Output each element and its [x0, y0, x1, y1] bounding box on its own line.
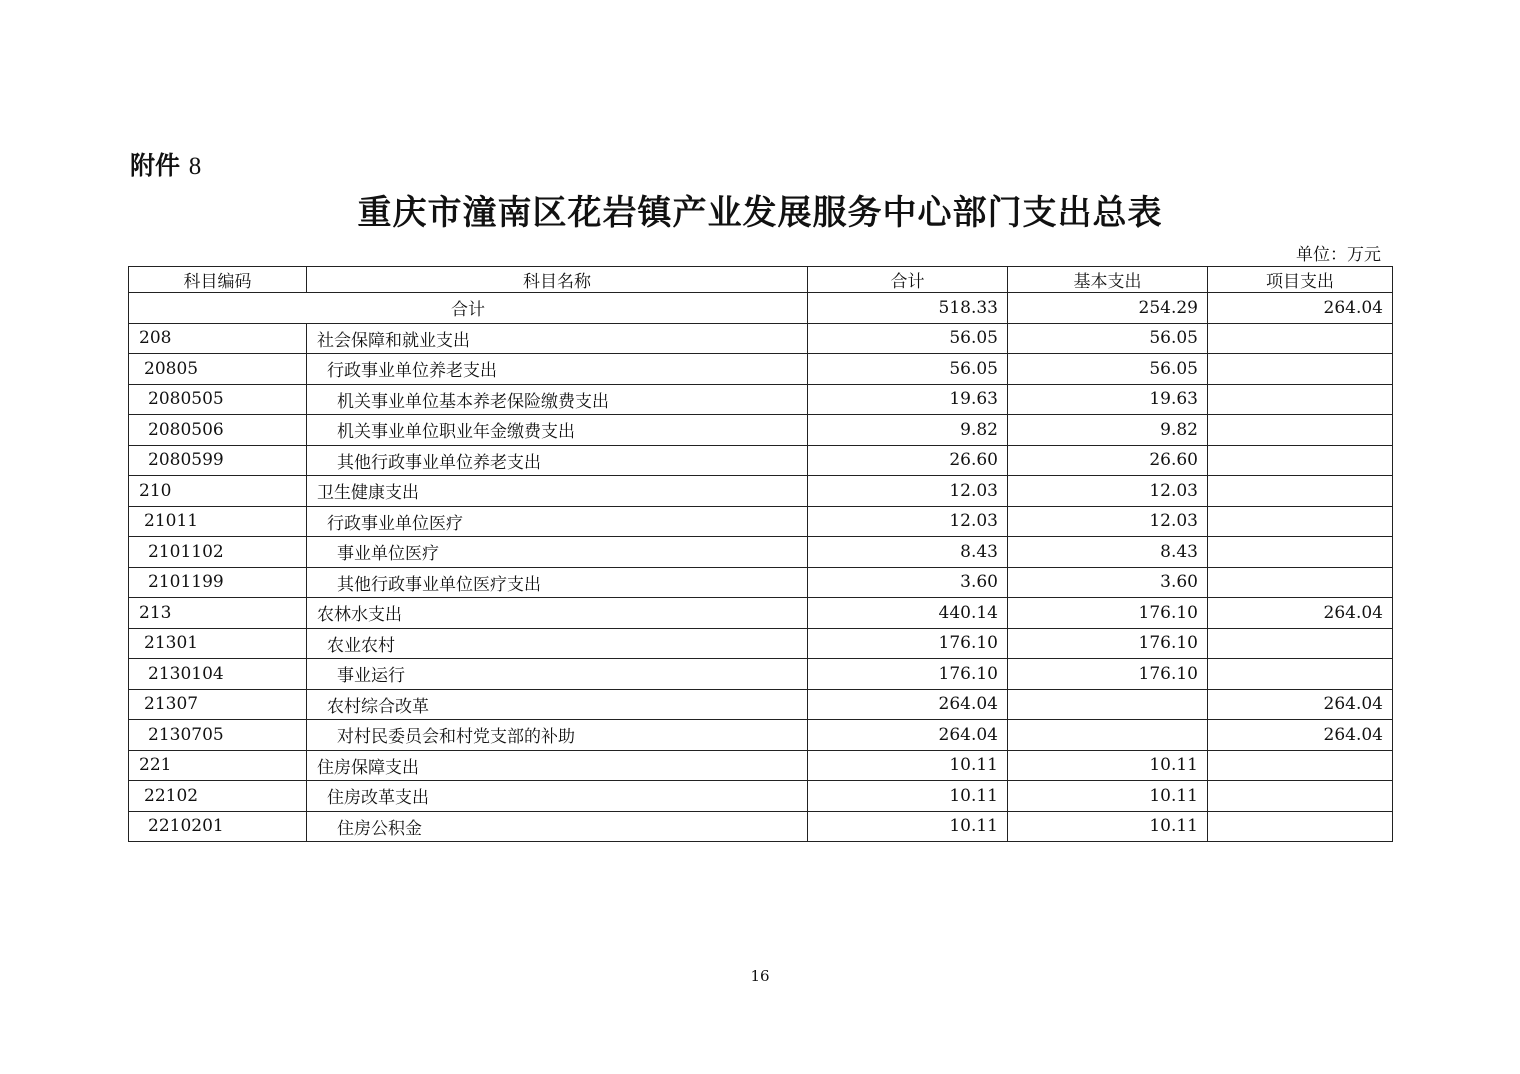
row-project	[1208, 445, 1393, 476]
row-total: 19.63	[808, 384, 1008, 415]
header-project: 项目支出	[1208, 267, 1393, 293]
row-name: 住房公积金	[307, 811, 808, 842]
row-total: 264.04	[808, 720, 1008, 751]
table-row	[129, 720, 1393, 751]
table-row	[129, 659, 1393, 690]
table-row	[129, 537, 1393, 568]
row-basic	[1008, 689, 1208, 720]
row-project	[1208, 750, 1393, 781]
row-total: 8.43	[808, 537, 1008, 568]
row-basic: 9.82	[1008, 415, 1208, 446]
row-code: 22102	[129, 781, 307, 812]
row-project	[1208, 323, 1393, 354]
row-code: 2101199	[129, 567, 307, 598]
page-number: 16	[750, 967, 770, 985]
row-code: 2130705	[129, 720, 307, 751]
row-name: 农林水支出	[307, 598, 808, 629]
row-total: 12.03	[808, 506, 1008, 537]
table-row	[129, 567, 1393, 598]
table-row	[129, 445, 1393, 476]
row-name: 农村综合改革	[307, 689, 808, 720]
table-row	[129, 628, 1393, 659]
row-code: 221	[129, 750, 307, 781]
row-code: 213	[129, 598, 307, 629]
row-project	[1208, 567, 1393, 598]
row-name: 事业单位医疗	[307, 537, 808, 568]
row-name: 社会保障和就业支出	[307, 323, 808, 354]
row-basic: 12.03	[1008, 476, 1208, 507]
row-code: 2210201	[129, 811, 307, 842]
header-code: 科目编码	[129, 267, 307, 293]
row-project: 264.04	[1208, 720, 1393, 751]
row-code: 21301	[129, 628, 307, 659]
total-basic: 254.29	[1008, 293, 1208, 324]
row-total: 440.14	[808, 598, 1008, 629]
row-total: 10.11	[808, 811, 1008, 842]
row-name: 其他行政事业单位医疗支出	[307, 567, 808, 598]
table-row	[129, 689, 1393, 720]
row-project	[1208, 415, 1393, 446]
row-basic: 8.43	[1008, 537, 1208, 568]
row-code: 2080505	[129, 384, 307, 415]
row-total: 9.82	[808, 415, 1008, 446]
row-basic: 176.10	[1008, 598, 1208, 629]
row-name: 行政事业单位医疗	[307, 506, 808, 537]
row-project	[1208, 537, 1393, 568]
table-row	[129, 598, 1393, 629]
row-code: 208	[129, 323, 307, 354]
row-basic: 10.11	[1008, 781, 1208, 812]
header-basic: 基本支出	[1008, 267, 1208, 293]
table-row	[129, 415, 1393, 446]
row-basic	[1008, 720, 1208, 751]
row-project: 264.04	[1208, 689, 1393, 720]
table-row	[129, 781, 1393, 812]
row-project	[1208, 384, 1393, 415]
row-name: 住房改革支出	[307, 781, 808, 812]
table-row	[129, 476, 1393, 507]
row-code: 2080599	[129, 445, 307, 476]
row-project	[1208, 506, 1393, 537]
row-basic: 3.60	[1008, 567, 1208, 598]
table-row	[129, 750, 1393, 781]
table-row	[129, 384, 1393, 415]
attachment-number: 8	[188, 153, 202, 180]
attachment-label-text: 附件	[130, 151, 181, 180]
table-row	[129, 323, 1393, 354]
row-basic: 176.10	[1008, 659, 1208, 690]
expenditure-table	[128, 266, 1393, 842]
attachment-label	[130, 146, 201, 182]
row-total: 264.04	[808, 689, 1008, 720]
header-name: 科目名称	[307, 267, 808, 293]
table-row	[129, 811, 1393, 842]
row-total: 10.11	[808, 781, 1008, 812]
row-project	[1208, 354, 1393, 385]
row-total: 176.10	[808, 659, 1008, 690]
total-label: 合计	[129, 293, 808, 324]
table-row	[129, 354, 1393, 385]
row-project	[1208, 659, 1393, 690]
row-total: 12.03	[808, 476, 1008, 507]
row-code: 21307	[129, 689, 307, 720]
table-row	[129, 506, 1393, 537]
row-project	[1208, 476, 1393, 507]
row-name: 其他行政事业单位养老支出	[307, 445, 808, 476]
row-name: 行政事业单位养老支出	[307, 354, 808, 385]
page-title: 重庆市潼南区花岩镇产业发展服务中心部门支出总表	[357, 193, 1163, 233]
row-basic: 10.11	[1008, 750, 1208, 781]
row-code: 20805	[129, 354, 307, 385]
row-project	[1208, 628, 1393, 659]
row-code: 2101102	[129, 537, 307, 568]
row-code: 2130104	[129, 659, 307, 690]
row-total: 10.11	[808, 750, 1008, 781]
row-total: 56.05	[808, 323, 1008, 354]
header-total: 合计	[808, 267, 1008, 293]
total-row	[129, 293, 1393, 324]
row-basic: 176.10	[1008, 628, 1208, 659]
row-total: 176.10	[808, 628, 1008, 659]
row-total: 26.60	[808, 445, 1008, 476]
row-name: 机关事业单位基本养老保险缴费支出	[307, 384, 808, 415]
row-name: 事业运行	[307, 659, 808, 690]
row-basic: 56.05	[1008, 323, 1208, 354]
row-project: 264.04	[1208, 598, 1393, 629]
row-name: 对村民委员会和村党支部的补助	[307, 720, 808, 751]
row-name: 卫生健康支出	[307, 476, 808, 507]
row-name: 机关事业单位职业年金缴费支出	[307, 415, 808, 446]
row-total: 56.05	[808, 354, 1008, 385]
row-code: 210	[129, 476, 307, 507]
total-total: 518.33	[808, 293, 1008, 324]
row-basic: 19.63	[1008, 384, 1208, 415]
total-project: 264.04	[1208, 293, 1393, 324]
row-basic: 56.05	[1008, 354, 1208, 385]
row-code: 2080506	[129, 415, 307, 446]
header-row	[129, 267, 1393, 293]
row-total: 3.60	[808, 567, 1008, 598]
unit-label: 单位：万元	[1296, 245, 1381, 265]
row-project	[1208, 781, 1393, 812]
row-project	[1208, 811, 1393, 842]
row-name: 住房保障支出	[307, 750, 808, 781]
row-name: 农业农村	[307, 628, 808, 659]
row-basic: 26.60	[1008, 445, 1208, 476]
row-code: 21011	[129, 506, 307, 537]
row-basic: 12.03	[1008, 506, 1208, 537]
row-basic: 10.11	[1008, 811, 1208, 842]
